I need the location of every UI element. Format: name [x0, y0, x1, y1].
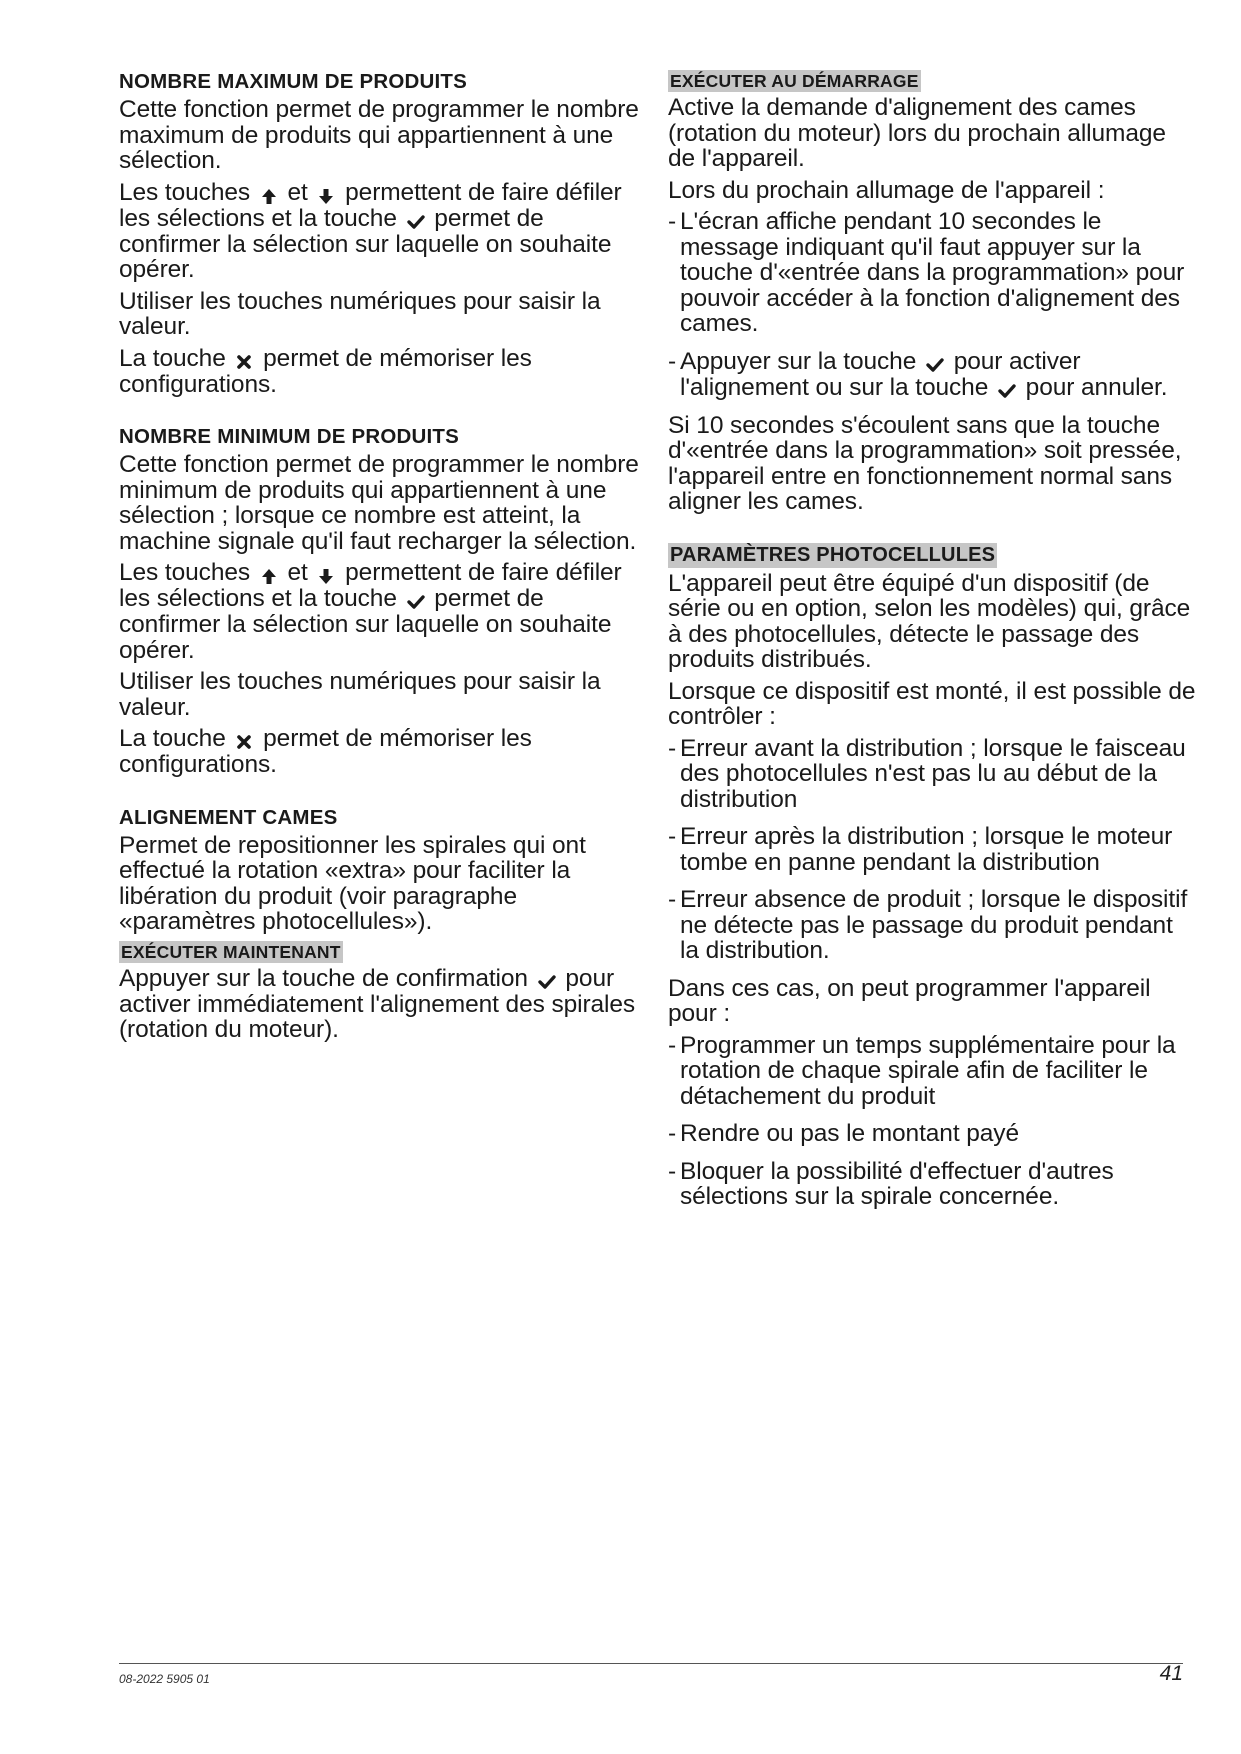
arrow-down-icon: [316, 566, 336, 586]
check-icon: [406, 592, 426, 612]
list: [668, 1033, 1198, 1210]
left-column: [119, 70, 644, 1049]
check-icon: [925, 355, 945, 375]
text: Les touches: [119, 178, 251, 206]
footer-divider: [119, 1663, 1183, 1664]
paragraph: [119, 726, 644, 778]
text: Appuyer sur la touche: [680, 347, 917, 375]
paragraph: L'appareil peut être équipé d'un dispositif (de série ou en option, selon les modèles) qui, grâce à des photocellules, détecte le passage des produits distribués.: [668, 569, 1191, 673]
subsection-title-execute-at-startup: EXÉCUTER AU DÉMARRAGE: [670, 71, 919, 91]
paragraph: Active la demande d'alignement des cames (rotation du moteur) lors du prochain allumage de l'appareil.: [668, 94, 1166, 172]
list-item: - Erreur après la distribution ; lorsque le moteur tombe en panne pendant la distribution: [668, 824, 1198, 875]
list-item: - Bloquer la possibilité d'effectuer d'autres sélections sur la spirale concernée.: [668, 1159, 1198, 1210]
paragraph: Cette fonction permet de programmer le nombre maximum de produits qui appartiennent à une sélection.: [119, 96, 639, 174]
arrow-down-icon: [316, 186, 336, 206]
list: [668, 736, 1198, 964]
right-column: [668, 70, 1198, 1222]
paragraph: Dans ces cas, on peut programmer l'appareil pour :: [668, 974, 1151, 1027]
check-icon: [406, 212, 426, 232]
cross-icon: [234, 732, 254, 752]
paragraph: [119, 966, 644, 1043]
section-title-cam-alignment: ALIGNEMENT CAMES: [119, 805, 338, 829]
text: et: [287, 178, 308, 206]
text: pour activer l'alignement ou sur la touche: [680, 347, 1081, 401]
text: permet de confirmer la sélection sur laquelle on souhaite opérer.: [119, 204, 612, 283]
paragraph: Si 10 secondes s'écoulent sans que la touche d'«entrée dans la programmation» soit pressée, l'appareil entre en fonctionnement normal sans aligner les cames.: [668, 411, 1182, 515]
subsection-title-execute-now: EXÉCUTER MAINTENANT: [121, 941, 341, 962]
check-icon: [537, 972, 557, 992]
subsection-title-photocell-params: PARAMÈTRES PHOTOCELLULES: [670, 543, 996, 566]
paragraph: Utiliser les touches numériques pour saisir la valeur.: [119, 287, 601, 340]
document-code: 08-2022 5905 01: [119, 1672, 210, 1686]
paragraph: [119, 180, 644, 283]
paragraph: Utiliser les touches numériques pour saisir la valeur.: [119, 668, 601, 721]
list-item: - Programmer un temps supplémentaire pour la rotation de chaque spirale afin de faciliter le détachement du produit: [668, 1033, 1198, 1110]
paragraph: [119, 346, 644, 398]
text: La touche: [119, 344, 226, 372]
list-item: - Erreur avant la distribution ; lorsque le faisceau des photocellules n'est pas lu au début de la distribution: [668, 736, 1198, 813]
section-title-max-products: NOMBRE MAXIMUM DE PRODUITS: [119, 70, 468, 93]
text: permettent de faire défiler les sélections et la touche: [119, 559, 622, 612]
text: permet de confirmer la sélection sur laquelle on souhaite opérer.: [119, 585, 612, 664]
text: permettent de faire défiler les sélections et la touche: [119, 178, 622, 232]
page-number: 41: [1159, 1662, 1183, 1685]
paragraph: Lorsque ce dispositif est monté, il est possible de contrôler :: [668, 677, 1196, 730]
text: permet de mémoriser les configurations.: [119, 344, 532, 398]
text: La touche: [119, 725, 226, 752]
text: Les touches: [119, 559, 251, 586]
arrow-up-icon: [259, 186, 279, 206]
paragraph: [119, 560, 644, 663]
paragraph: Lors du prochain allumage de l'appareil :: [668, 176, 1105, 204]
text: pour annuler.: [1025, 373, 1168, 401]
text: permet de mémoriser les configurations.: [119, 725, 532, 778]
arrow-up-icon: [259, 566, 279, 586]
list-item: - L'écran affiche pendant 10 secondes le message indiquant qu'il faut appuyer sur la touche d'«entrée dans la programmation» pour pouvoir accéder à la fonction d'alignement des cames.: [668, 209, 1198, 337]
text: et: [287, 559, 308, 586]
text: pour activer immédiatement l'alignement des spirales (rotation du moteur).: [119, 964, 636, 1043]
list-item: - Erreur absence de produit ; lorsque le dispositif ne détecte pas le passage du produit pendant la distribution.: [668, 887, 1198, 964]
list: [668, 209, 1198, 401]
section-title-min-products: NOMBRE MINIMUM DE PRODUITS: [119, 425, 460, 448]
paragraph: Permet de repositionner les spirales qui ont effectué la rotation «extra» pour faciliter la libération du produit (voir paragraphe «paramètres photocellules»).: [119, 831, 586, 935]
paragraph: Cette fonction permet de programmer le nombre minimum de produits qui appartiennent à une sélection ; lorsque ce nombre est atteint, la machine signale qu'il faut recharger la sélection.: [119, 451, 639, 555]
cross-icon: [234, 352, 254, 372]
list-item: [668, 349, 1198, 401]
check-icon: [997, 381, 1017, 401]
list-item: - Rendre ou pas le montant payé: [668, 1121, 1198, 1147]
text: Appuyer sur la touche de confirmation: [119, 964, 528, 992]
